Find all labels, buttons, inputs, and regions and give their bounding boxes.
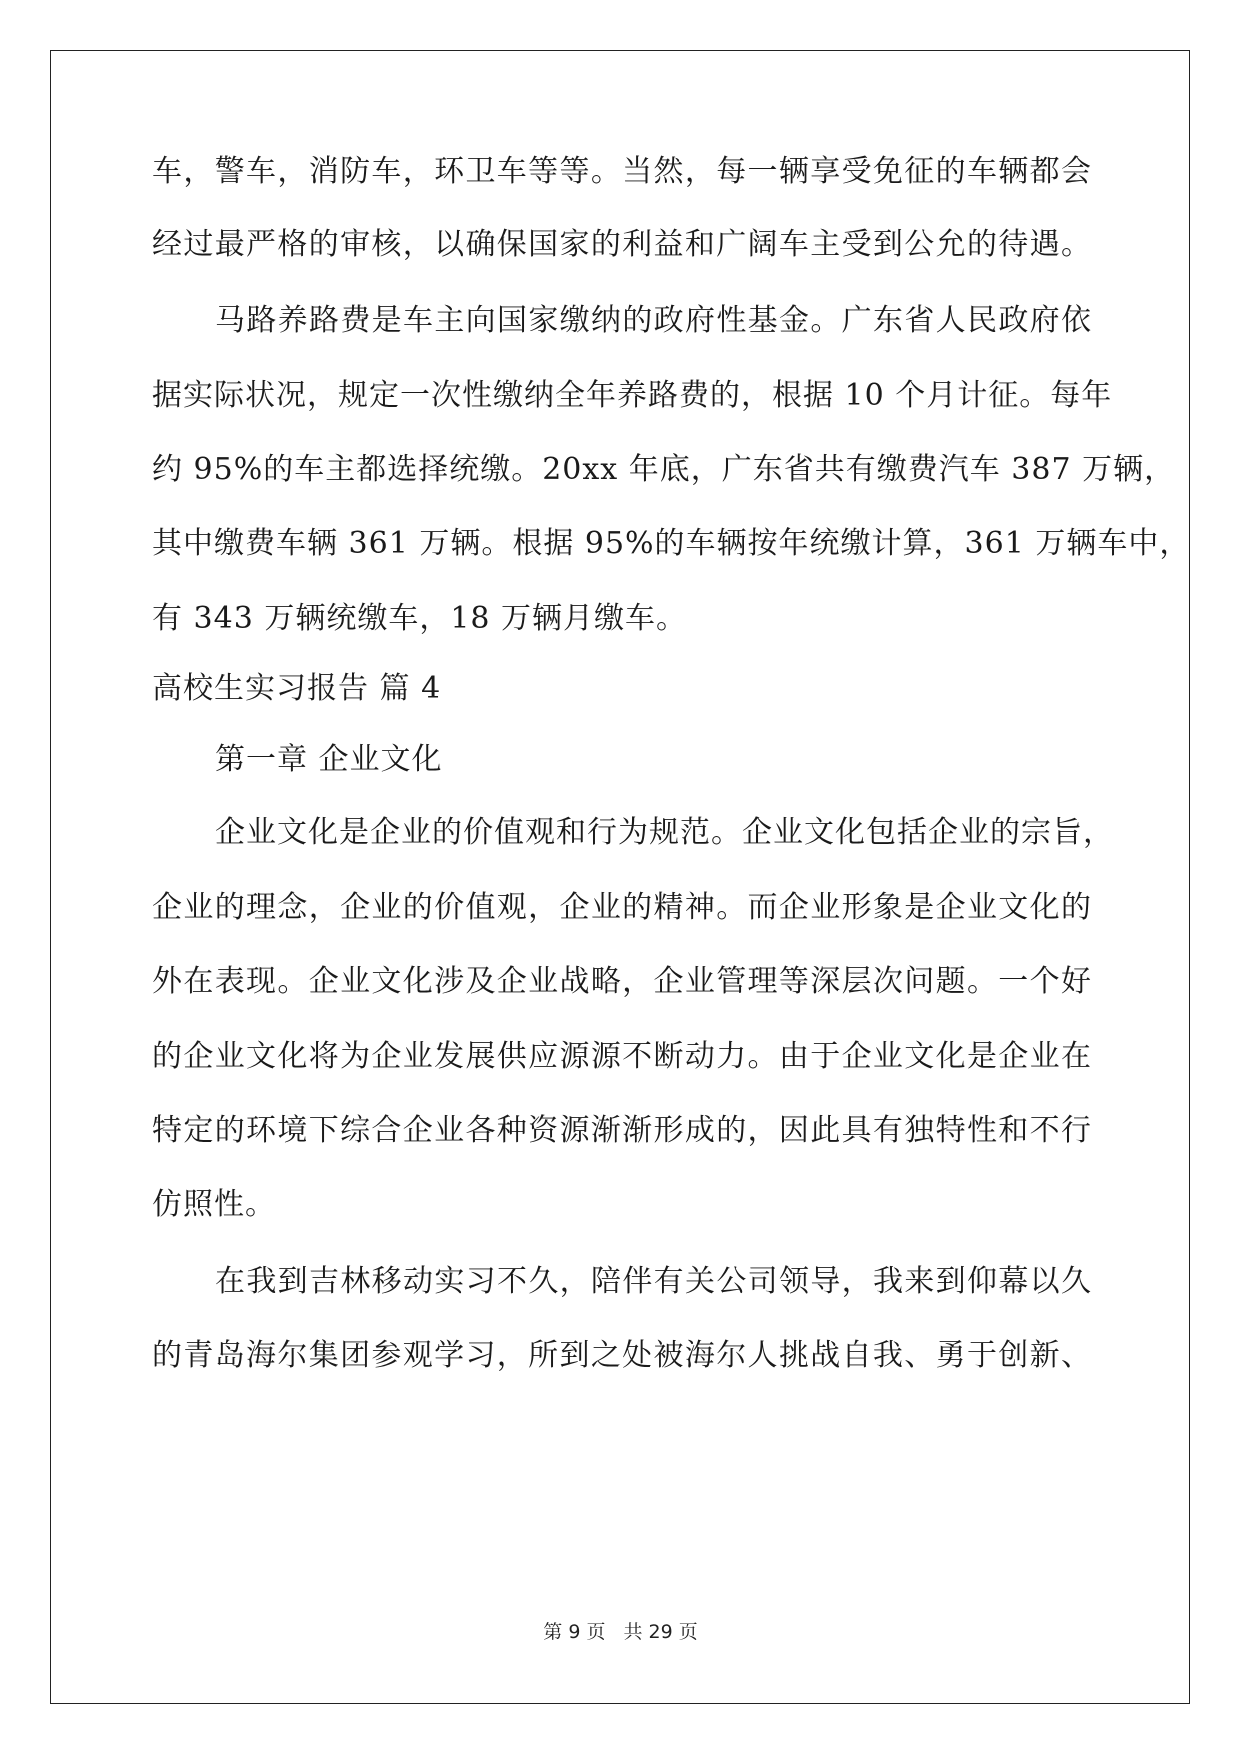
paragraph-line: 特定的环境下综合企业各种资源渐渐形成的，因此具有独特性和不行 bbox=[152, 1113, 1092, 1148]
paragraph-line: 约 95%的车主都选择统缴。20xx 年底，广东省共有缴费汽车 387 万辆， bbox=[152, 452, 1176, 487]
page-total: 共 29 页 bbox=[623, 1621, 698, 1643]
paragraph-line: 有 343 万辆统缴车，18 万辆月缴车。 bbox=[152, 601, 688, 636]
paragraph-line: 其中缴费车辆 361 万辆。根据 95%的车辆按年统缴计算，361 万辆车中， bbox=[152, 526, 1191, 561]
paragraph-line: 企业的理念，企业的价值观，企业的精神。而企业形象是企业文化的 bbox=[152, 890, 1092, 925]
paragraph-line: 企业文化是企业的价值观和行为规范。企业文化包括企业的宗旨， bbox=[215, 815, 1114, 850]
paragraph-line: 马路养路费是车主向国家缴纳的政府性基金。广东省人民政府依 bbox=[215, 303, 1092, 338]
paragraph-line: 的青岛海尔集团参观学习，所到之处被海尔人挑战自我、勇于创新、 bbox=[152, 1338, 1092, 1373]
chapter-heading: 第一章 企业文化 bbox=[215, 742, 443, 777]
paragraph-line: 的企业文化将为企业发展供应源源不断动力。由于企业文化是企业在 bbox=[152, 1039, 1092, 1074]
paragraph-line: 据实际状况，规定一次性缴纳全年养路费的，根据 10 个月计征。每年 bbox=[152, 378, 1113, 413]
page-border bbox=[50, 50, 1190, 1704]
paragraph-line: 仿照性。 bbox=[152, 1187, 276, 1222]
paragraph-line: 外在表现。企业文化涉及企业战略，企业管理等深层次问题。一个好 bbox=[152, 964, 1092, 999]
paragraph-line: 车，警车，消防车，环卫车等等。当然，每一辆享受免征的车辆都会 bbox=[152, 154, 1092, 189]
section-heading: 高校生实习报告 篇 4 bbox=[152, 671, 442, 706]
page-number: 第 9 页 bbox=[543, 1621, 606, 1643]
paragraph-line: 经过最严格的审核，以确保国家的利益和广阔车主受到公允的待遇。 bbox=[152, 227, 1092, 262]
paragraph-line: 在我到吉林移动实习不久，陪伴有关公司领导，我来到仰幕以久 bbox=[215, 1264, 1092, 1299]
page-footer bbox=[0, 1620, 1241, 1644]
